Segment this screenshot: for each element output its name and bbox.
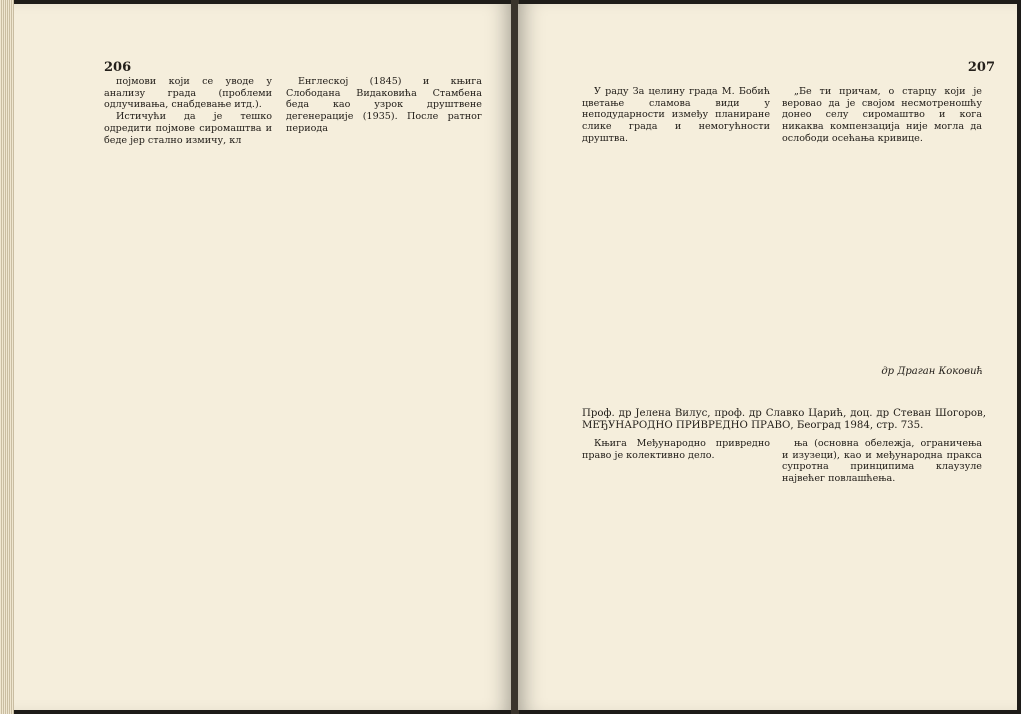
paragraph: Енглеској (1845) и књига Слободана Видаковића Стамбена беда као узрок друштвене дегенерације (1935). После ратног периода <box>286 76 482 134</box>
review-citation: Проф. др Јелена Вилус, проф. др Славко Царић, доц. др Стеван Шогоров, МЕЂУНАРОДНО ПРИВРЕДНО ПРАВО, Београд 1984, стр. 735. <box>582 408 986 432</box>
paragraph: ња (основна обележја, ограничења и изузеци), као и међународна пракса супротна принципима клаузуле највећег повлашћења. <box>782 438 982 485</box>
page-number: 207 <box>967 60 995 75</box>
right-page <box>518 4 1017 710</box>
paragraph: У раду За целину града М. Бобић цветање сламова види у неподударности између планиране слике града и немогућности друштва. <box>582 86 770 144</box>
text-column-1 <box>582 86 770 364</box>
text-column-2 <box>782 86 982 364</box>
text-column-2 <box>286 76 482 686</box>
book-page-edges <box>0 0 14 714</box>
paragraph: Књига Међународно привредно право је колективно дело. <box>582 438 770 461</box>
left-page <box>14 4 512 710</box>
author-signature: др Драган Коковић <box>881 366 983 377</box>
paragraph: појмови који се уводе у анализу града (проблеми одлучивања, снабдевање итд.). <box>104 76 272 111</box>
text-column-4 <box>782 438 982 688</box>
page-number: 206 <box>104 60 132 75</box>
text-column-1 <box>104 76 272 686</box>
paragraph: „Бе ти причам, о старцу који је веровао да је својом несмотреношћу донео селу сиромаштво и кога никаква компензација није могла да ослободи осећања кривице. <box>782 86 982 144</box>
text-column-3 <box>582 438 770 688</box>
paragraph: Истичући да је тешко одредити појмове сиромаштва и беде јер стално измичу, кл <box>104 111 272 146</box>
